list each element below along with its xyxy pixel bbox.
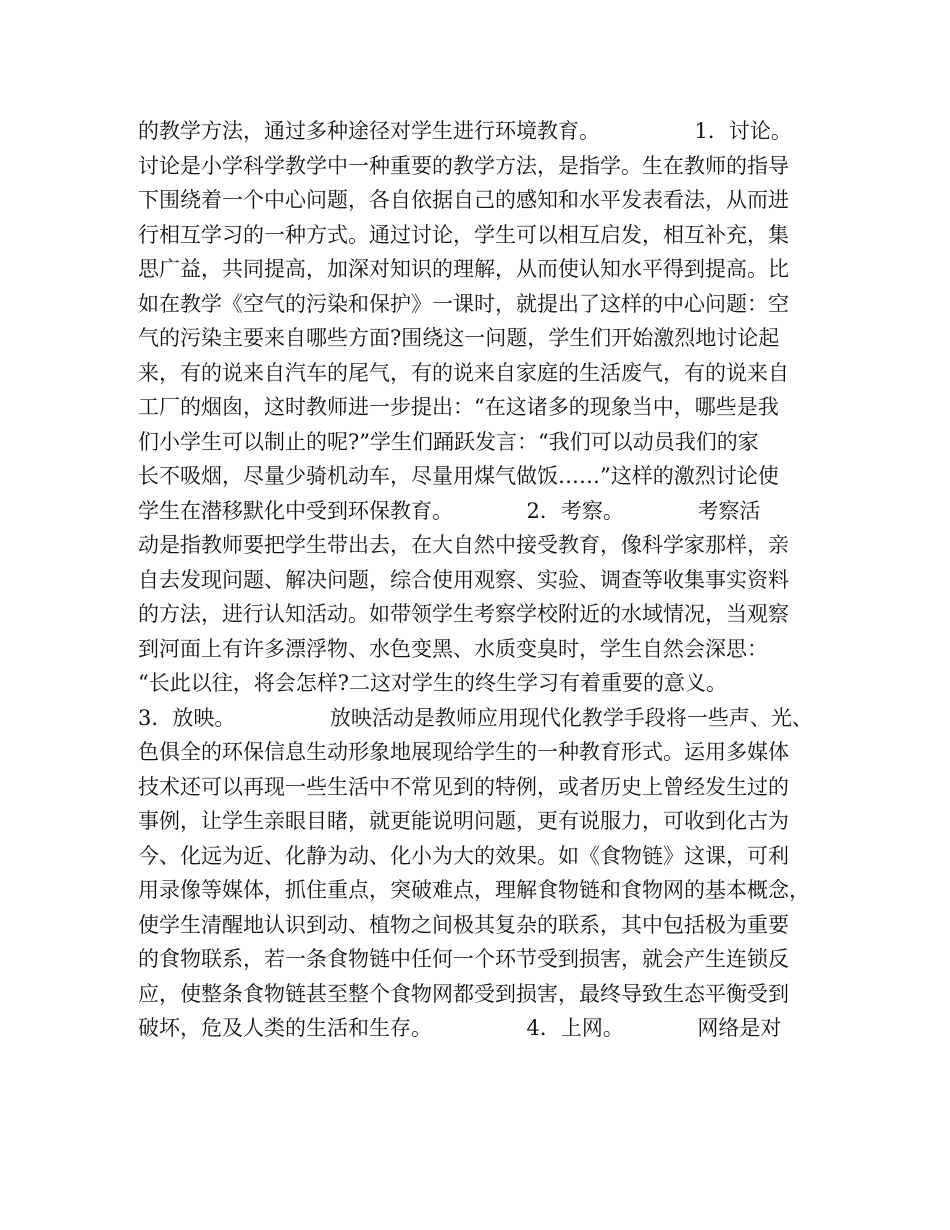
- text-line: 气的污染主要来自哪些方面?围绕这一问题，学生们开始激烈地讨论起: [138, 326, 780, 350]
- text-line: 工厂的烟囱，这时教师进一步提出：“在这诸多的现象当中，哪些是我: [138, 395, 779, 419]
- text-line: 下围绕着一个中心问题，各自依据自己的感知和水平发表看法，从而进: [138, 188, 789, 212]
- text-line: 用录像等媒体，抓住重点，突破难点，理解食物链和食物网的基本概念，: [138, 878, 810, 902]
- text-line: 的教学方法，通过多种途径对学生进行环境教育。 1．讨论。: [138, 119, 792, 143]
- text-line: 今、化远为近、化静为动、化小为大的效果。如《食物链》这课，可利: [138, 843, 789, 868]
- text-line: 如在教学《空气的污染和保护》一课时，就提出了这样的中心问题：空: [138, 291, 789, 316]
- text-line: 讨论是小学科学教学中一种重要的教学方法，是指学。生在教师的指导: [138, 153, 789, 178]
- text-line: 的食物联系，若一条食物链中任何一个环节受到损害，就会产生连锁反: [138, 947, 789, 971]
- text-line: 3．放映。 放映活动是教师应用现代化教学手段将一些声、光、: [138, 705, 813, 730]
- text-line: 色俱全的环保信息生动形象地展现给学生的一种教育形式。运用多媒体: [138, 740, 789, 764]
- text-line: 行相互学习的一种方式。通过讨论，学生可以相互启发，相互补充，集: [138, 222, 789, 247]
- text-line: 们小学生可以制止的呢?”学生们踊跃发言：“我们可以动员我们的家: [138, 429, 759, 454]
- text-line: 长不吸烟，尽量少骑机动车，尽量用煤气做饭……”这样的激烈讨论使: [138, 464, 779, 488]
- text-line: 到河面上有许多漂浮物、水色变黑、水质变臭时，学生自然会深思：: [138, 636, 768, 661]
- text-line: “长此以往，将会怎样?二这对学生的终生学习有着重要的意义。: [138, 671, 727, 695]
- text-line: 的方法，进行认知活动。如带领学生考察学校附近的水域情况，当观察: [138, 602, 789, 626]
- text-line: 思广益，共同提高，加深对知识的理解，从而使认知水平得到提高。比: [138, 257, 789, 281]
- text-line: 学生在潜移默化中受到环保教育。 2．考察。 考察活: [138, 498, 761, 523]
- text-line: 应，使整条食物链甚至整个食物网都受到损害，最终导致生态平衡受到: [138, 981, 789, 1006]
- body-text: [138, 114, 828, 1046]
- text-line: 技术还可以再现一些生活中不常见到的特例，或者历史上曾经发生过的: [138, 774, 789, 799]
- text-line: 自去发现问题、解决问题，综合使用观察、实验、调查等收集事实资料: [138, 567, 789, 592]
- text-line: 破坏，危及人类的生活和生存。 4．上网。 网络是对: [138, 1016, 782, 1040]
- text-line: 事例，让学生亲眼目睹，就更能说明问题，更有说服力，可收到化古为: [138, 809, 789, 833]
- text-line: 使学生清醒地认识到动、植物之间极其复杂的联系，其中包括极为重要: [138, 912, 789, 937]
- text-line: 来，有的说来自汽车的尾气，有的说来自家庭的生活废气，有的说来自: [138, 360, 789, 385]
- text-line: 动是指教师要把学生带出去，在大自然中接受教育，像科学家那样，亲: [138, 533, 789, 557]
